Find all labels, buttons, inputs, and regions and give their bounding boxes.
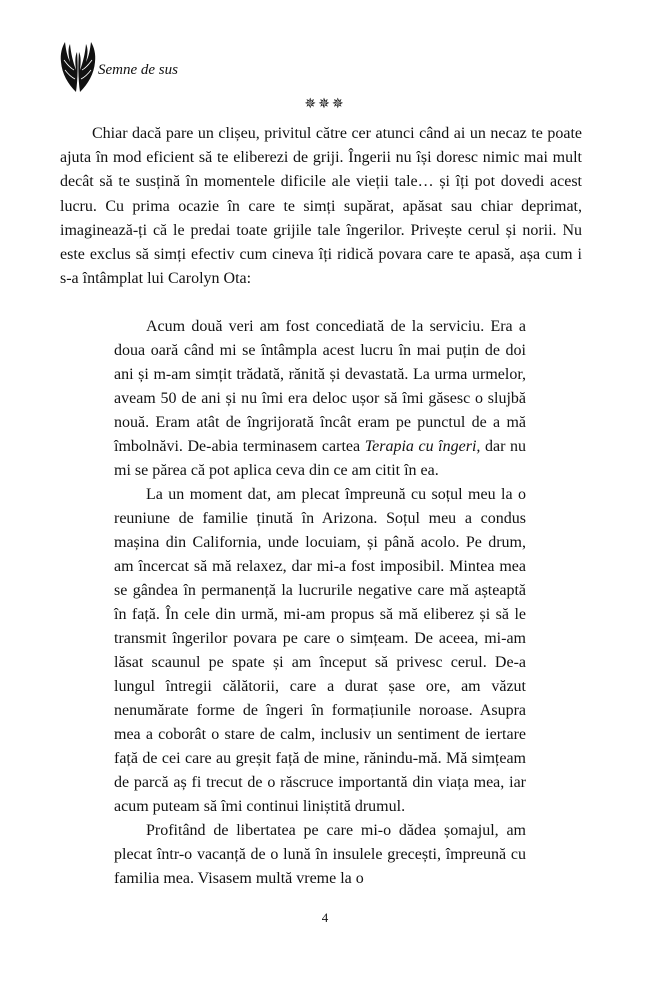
angel-wings-icon [58, 40, 98, 98]
testimonial-paragraph-1 [114, 315, 526, 483]
testimonial-paragraph-3: Profitând de libertatea pe care mi-o dădea șomajul, am plecat într-o vacanță de o lună în insulele grecești, împreună cu familia mea. Visasem multă vreme la o [114, 822, 526, 887]
book-title: Terapia cu îngeri, [364, 438, 481, 455]
section-separator: ✵✵✵ [304, 97, 346, 112]
paragraph-1-text-b: dar nu mi se părea că pot aplica ceva din ce am citit în ea. [114, 438, 526, 479]
body-text [60, 122, 582, 291]
intro-paragraph: Chiar dacă pare un clișeu, privitul către cer atunci când ai un necaz te poate ajuta în mod eficient să te eliberezi de griji. Îngerii nu își doresc nimic mai mult decât să te susțină în momentele dificile ale vieții tale… și îți pot dovedi acest lucru. Cu prima ocazie în care te simți supărat, apăsat sau chiar deprimat, imaginează-ți că le predai toate grijile tale îngerilor. Privește cerul și norii. Nu este exclus să simți efectiv cum cineva îți ridică povara care te apasă, așa cum i s-a întâmplat lui Carolyn Ota: [60, 125, 582, 288]
testimonial-block [114, 315, 526, 891]
paragraph-1-text-a: Acum două veri am fost concediată de la serviciu. Era a doua oară când mi se întâmpla acest lucru în mai puțin de doi ani și m-am simțit trădată, rănită și devastată. La urma urmelor, aveam 50 de ani și nu îmi era deloc ușor să îmi găsesc o slujbă nouă. Eram atât de îngrijorată încât eram pe punctul de a mă îmbolnăvi. De-abia terminasem cartea [114, 318, 526, 455]
running-header-title: Semne de sus [98, 62, 178, 78]
testimonial-paragraph-2: La un moment dat, am plecat împreună cu soțul meu la o reuniune de familie ținută în Arizona. Soțul meu a condus mașina din California, unde locuiam, și până acolo. Pe drum, am încercat să mă relaxez, dar mi-a fost imposibil. Mintea mea se gândea în permanență la lucrurile negative care mă așteaptă în față. În cele din urmă, mi-am propus să mă eliberez și să le transmit îngerilor povara pe care o simțeam. De aceea, mi-am lăsat scaunul pe spate și am început să privesc cerul. De-a lungul întregii călătorii, care a durat șase ore, am văzut nenumărate forme de îngeri în formațiunile noroase. Asupra mea a coborât o stare de calm, inclusiv un sentiment de iertare față de cei care au greșit față de mine, rănindu-mă. Mă simțeam de parcă aș fi trecut de o răscruce importantă din viața mea, iar acum puteam să îmi continui liniștită drumul. [114, 486, 526, 815]
page-number: 4 [321, 910, 329, 925]
